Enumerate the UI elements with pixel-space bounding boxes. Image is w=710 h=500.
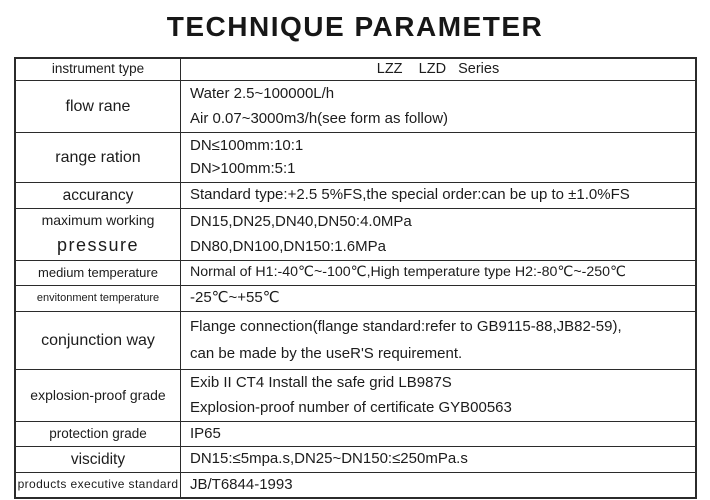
row-value-text: IP65: [190, 424, 221, 442]
table-row-medium-temperature: [16, 261, 695, 286]
row-label: [16, 312, 181, 369]
table-row-environment-temperature: [16, 286, 695, 312]
row-value: [181, 183, 695, 208]
row-value-text: can be made by the useR'S requirement.: [190, 345, 463, 362]
row-label-text: maximum working: [41, 212, 155, 229]
row-value-text: Explosion-proof number of certificate GYB00563: [190, 398, 512, 416]
row-label-text: range ration: [55, 148, 141, 166]
row-label-text: products executive standard: [17, 477, 179, 492]
row-value-text: Air 0.07~3000m3/h(see form as follow): [190, 109, 449, 127]
row-value-text: Water 2.5~100000L/h: [190, 85, 335, 102]
table-row-viscidity: [16, 447, 695, 473]
row-value-text: -25℃~+55℃: [190, 289, 280, 307]
row-label-text: medium temperature: [38, 264, 158, 280]
row-label: [16, 133, 181, 182]
row-label: [16, 370, 181, 421]
page-title: TECHNIQUE PARAMETER: [166, 11, 544, 42]
row-value-text: DN15:≤5mpa.s,DN25~DN150:≤250mPa.s: [190, 450, 468, 468]
row-label-text: flow rane: [65, 97, 131, 115]
row-label-text: pressure: [56, 234, 140, 255]
row-value-text: Flange connection(flange standard:refer to GB9115-88,JB82-59),: [190, 317, 622, 335]
row-value: [181, 81, 695, 132]
row-value-text: DN≤100mm:10:1: [190, 136, 304, 154]
table-row-instrument-type: [16, 59, 695, 81]
row-label: [16, 447, 181, 472]
table-row-accurancy: [16, 183, 695, 209]
row-label: [16, 209, 181, 260]
row-label-text: conjunction way: [41, 331, 155, 349]
row-label-text: accurancy: [62, 186, 134, 204]
row-label-text: instrument type: [51, 61, 145, 77]
row-value: [181, 370, 695, 421]
table-row-flow-rane: [16, 81, 695, 133]
row-label-text: envitonment temperature: [36, 292, 160, 305]
row-value-text: JB/T6844-1993: [190, 475, 293, 493]
row-label: [16, 473, 181, 497]
row-value-text: Standard type:+2.5 5%FS,the special order:can be up to ±1.0%FS: [190, 186, 630, 204]
table-row-maximum-working-pressure: [16, 209, 695, 261]
table-row-range-ration: [16, 133, 695, 183]
row-value-text: DN15,DN25,DN40,DN50:4.0MPa: [190, 213, 412, 230]
row-value: [181, 286, 695, 311]
table-row-explosion-proof-grade: [16, 370, 695, 422]
table-row-products-executive-standard: [16, 473, 695, 497]
row-value-text: DN80,DN100,DN150:1.6MPa: [190, 237, 386, 255]
table-row-protection-grade: [16, 422, 695, 447]
row-label-text: explosion-proof grade: [30, 386, 166, 403]
row-value-text: Normal of H1:-40℃~-100℃,High temperature type H2:-80℃~-250℃: [190, 264, 626, 281]
row-label: [16, 81, 181, 132]
row-label: [16, 286, 181, 311]
row-label: [16, 183, 181, 208]
row-label-text: protection grade: [49, 425, 147, 441]
technique-parameter-table: [14, 57, 697, 499]
row-value: [181, 261, 695, 285]
row-value: [181, 209, 695, 260]
row-value: [181, 447, 695, 472]
row-value-text: LZZ LZD Series: [376, 60, 500, 77]
row-value: [181, 312, 695, 369]
row-label: [16, 261, 181, 285]
row-value-text: DN>100mm:5:1: [190, 160, 296, 177]
row-value-text: Exib II CT4 Install the safe grid LB987S: [190, 374, 452, 391]
row-label-text: viscidity: [70, 450, 126, 468]
row-value: [181, 59, 695, 80]
row-label: [16, 422, 181, 446]
row-label: [16, 59, 181, 80]
row-value: [181, 473, 695, 497]
row-value: [181, 133, 695, 182]
table-row-conjunction-way: [16, 312, 695, 370]
row-value: [181, 422, 695, 446]
